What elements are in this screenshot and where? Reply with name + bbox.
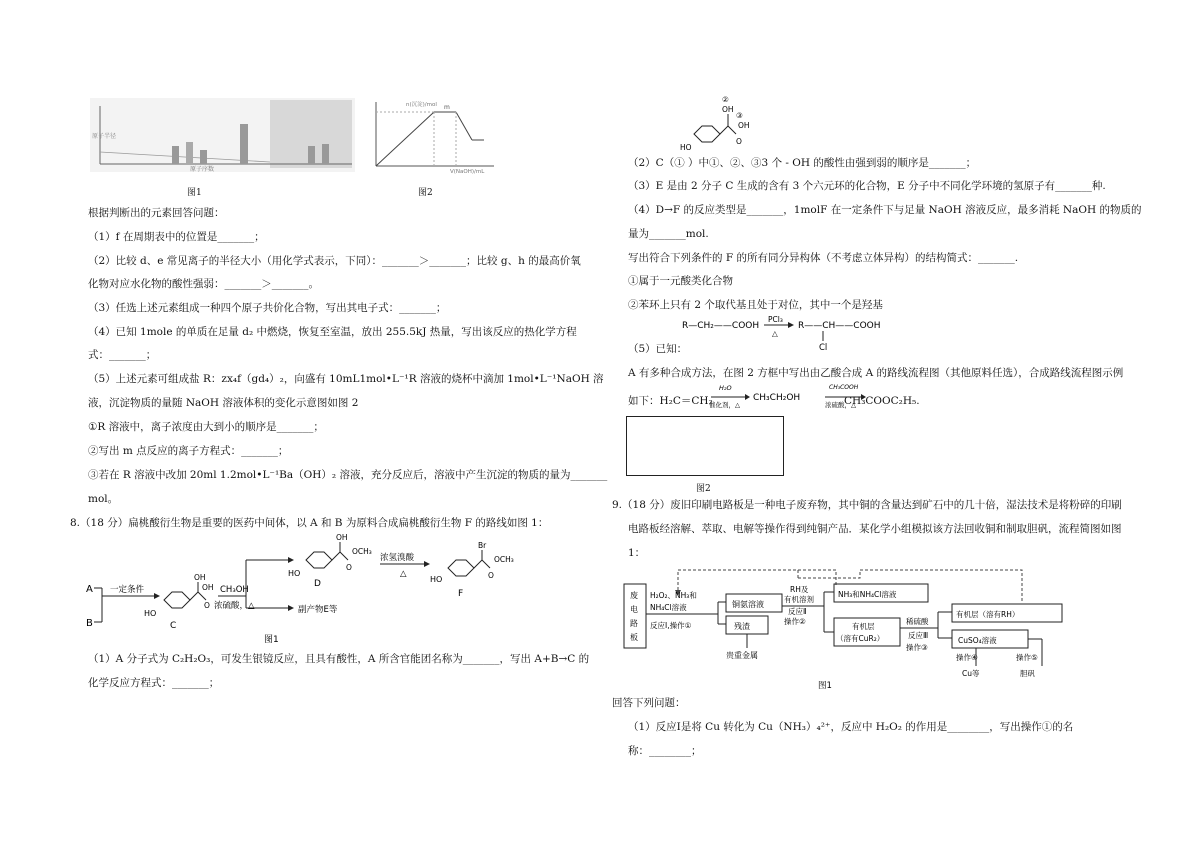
q7-part5b: 液，沉淀物质的量随 NaOH 溶液体积的变化示意图如图 2: [88, 397, 359, 409]
flow-pcb-4: 板: [630, 633, 638, 642]
flow-cuso4: CuSO₄溶液: [958, 636, 997, 645]
route-r2: CH₃COOH: [829, 384, 859, 391]
flow-org1b: （溶有CuR₂）: [836, 634, 885, 643]
q7-part2b: 化物对应水化物的酸性强弱：_______＞_______。: [88, 278, 319, 290]
route-c1: 催化剂，△: [709, 401, 740, 409]
q7-part4a: （4）已知 1mole 的单质在足量 d₂ 中燃烧，恢复至室温，放出 255.5kJ 热量，写出该反应的热化学方程: [88, 326, 577, 338]
scheme-byproduct: 副产物E等: [298, 605, 338, 615]
q9-intro-b: 电路板经溶解、萃取、电解等操作得到纯铜产品．某化学小组模拟该方法回收铜和制取胆矾，流程简图如图: [628, 523, 1122, 535]
route-r1: H₂O: [719, 384, 732, 392]
figure-2-caption: 图2: [418, 188, 433, 198]
flow-op5: 操作⑤: [1016, 653, 1038, 662]
scheme-f-o: O: [488, 571, 494, 580]
scheme-caption: 图1: [264, 635, 279, 645]
struct-o: O: [736, 137, 742, 146]
scheme-D: D: [314, 579, 321, 589]
known-cond: △: [772, 329, 778, 338]
q8-cond2: ②苯环上只有 2 个取代基且处于对位，其中一个是羟基: [628, 299, 883, 311]
answer-box: [626, 416, 784, 476]
known-reaction-graphic: [682, 314, 902, 354]
q8-part5: （5）已知：: [628, 343, 688, 355]
scheme-B: B: [86, 618, 93, 629]
scheme-F: F: [458, 589, 464, 599]
flow-caption: 图1: [818, 681, 832, 691]
q7-part5-3b: mol。: [88, 493, 119, 505]
known-cl: Cl: [819, 343, 828, 353]
q9-intro-c: 1：: [628, 547, 646, 559]
scheme-d-o: O: [346, 563, 352, 572]
figure-1-graphic: [90, 98, 355, 172]
flow-nh3-sol: NH₃和NH₄Cl溶液: [838, 590, 897, 599]
q8-part1b: 化学反应方程式：_______；: [88, 677, 220, 689]
scheme-cond3b: △: [400, 569, 407, 579]
known-reagent: PCl₃: [768, 315, 783, 324]
q7-part4b: 式：_______；: [88, 349, 157, 361]
route-end: CH₃COOC₂H₅.: [844, 395, 920, 407]
scheme-f-och3: OCH₃: [494, 555, 514, 564]
q9-intro-a: 9.（18 分）废旧印刷电路板是一种电子废弃物，其中铜的含量达到矿石中的几十倍，湿法技术是将粉碎的印刷: [612, 499, 1122, 511]
fig2-point-m: m: [444, 104, 450, 111]
q8-route-b: 如下：H₂C＝CH₂: [628, 395, 713, 407]
flow-cu-ammonia: 铜氨溶液: [732, 600, 764, 609]
scheme-d-oh: OH: [336, 533, 348, 542]
scheme-f-ho: HO: [430, 575, 443, 584]
q8-synthesis-scheme: [84, 530, 584, 645]
fig1-xlabel: 原子序数: [190, 166, 215, 172]
answer-box-caption: 图2: [696, 484, 711, 494]
compound-c-graphic: [680, 92, 760, 156]
fig1-ylabel: 原子半径: [92, 133, 117, 140]
flow-pcb-1: 废: [630, 591, 638, 600]
flow-op3: 操作③: [906, 643, 928, 652]
struct-oh3: OH: [738, 121, 750, 130]
scheme-c-oh1: OH: [194, 573, 206, 582]
q9-part1b: 称：________；: [628, 745, 702, 757]
figure-1-caption: 图1: [187, 188, 202, 198]
flow-cu: Cu等: [962, 669, 980, 678]
compound-c-structure: [680, 92, 760, 156]
scheme-C: C: [170, 621, 177, 631]
flow-op4: 操作④: [956, 653, 978, 662]
flow-reagents1b: NH₄Cl溶液: [650, 603, 687, 612]
q8-part3: （3）E 是由 2 分子 C 生成的含有 3 个六元环的化合物，E 分子中不同化学环境的氢原子有_______种.: [628, 180, 1106, 192]
q8-part4b: 量为_______mol.: [628, 228, 709, 240]
flow-precious: 贵重金属: [726, 651, 758, 660]
q8-part4a: （4）D→F 的反应类型是_______，1molF 在一定条件下与足量 NaOH 溶液反应，最多消耗 NaOH 的物质的: [628, 204, 1142, 216]
route-c2: 浓硫酸，△: [825, 401, 856, 409]
scheme-c-o: O: [204, 601, 210, 610]
q7-part5a: （5）上述元素可组成盐 R：zx₄f（gd₄）₂，向盛有 10mL1mol•L⁻¹R 溶液的烧杯中滴加 1mol•L⁻¹NaOH 溶: [88, 373, 604, 385]
flow-rxn1: 反应Ⅰ,操作①: [650, 621, 692, 630]
q8-part1a: （1）A 分子式为 C₂H₂O₃，可发生银镜反应，且具有酸性，A 所含官能团名称为_______，写出 A+B→C 的: [88, 653, 590, 665]
scheme-d-och3: OCH₃: [352, 547, 372, 556]
fig2-xlabel: V(NaOH)/mL: [450, 169, 485, 174]
q8-scheme-graphic: [84, 530, 584, 645]
q9-flowchart-graphic: [622, 562, 1092, 692]
q9-part1a: （1）反应Ⅰ是将 Cu 转化为 Cu（NH₃）₄²⁺，反应中 H₂O₂ 的作用是________，写出操作①的名: [628, 721, 1074, 733]
scheme-A: A: [86, 584, 93, 595]
flow-pcb-3: 路: [630, 619, 638, 628]
struct-label2: ②: [722, 95, 729, 104]
q7-part5-3a: ③若在 R 溶液中改加 20ml 1.2mol•L⁻¹Ba（OH）₂ 溶液，充分反应后，溶液中产生沉淀的物质的量为_______: [88, 469, 608, 481]
figure-2-graphic: [368, 98, 498, 174]
flow-reagents1a: H₂O₂、NH₃和: [650, 591, 697, 600]
flow-rh-b: 有机溶剂: [784, 595, 814, 604]
q8-intro: 8.（18 分）扁桃酸衍生物是重要的医药中间体，以 A 和 B 为原料合成扁桃酸衍生物 F 的路线如图 1：: [70, 517, 549, 529]
struct-oh2: OH: [722, 105, 734, 114]
scheme-cond2a: CH₃OH: [220, 585, 249, 595]
q7-part1: （1）f 在周期表中的位置是_______；: [88, 231, 265, 243]
struct-ho: HO: [680, 143, 692, 152]
flow-rxn2: 反应Ⅱ: [788, 607, 807, 616]
q7-part2a: （2）比较 d、e 常见离子的半径大小（用化学式表示，下同）：_______＞_______；比较 g、h 的最高价氧: [88, 255, 581, 267]
scheme-c-oh2: OH: [202, 583, 214, 592]
scheme-cond3a: 浓氢溴酸: [380, 553, 415, 563]
q8-isomer: 写出符合下列条件的 F 的所有同分异构体（不考虑立体异构）的结构简式：_______.: [628, 252, 1019, 264]
flow-h2so4: 稀硫酸: [906, 617, 929, 626]
flow-rxn3: 反应Ⅲ: [908, 631, 929, 640]
q7-part5-2: ②写出 m 点反应的离子方程式：_______；: [88, 445, 289, 457]
figure-2-precipitate-curve: [368, 98, 498, 174]
route-mid: CH₃CH₂OH: [753, 393, 801, 403]
flow-org2: 有机层（溶有RH）: [956, 610, 1020, 619]
scheme-cond2b: 浓硫酸，△: [214, 601, 255, 611]
flow-rh-a: RH及: [790, 585, 809, 594]
q7-part5-1: ①R 溶液中，离子浓度由大到小的顺序是_______；: [88, 421, 324, 433]
flow-op2: 操作②: [784, 617, 806, 626]
q8-part2: （2）C（① ）中①、②、③3 个 - OH 的酸性由强到弱的顺序是_______；: [628, 157, 977, 169]
scheme-d-ho: HO: [288, 569, 301, 578]
q8-route-a: A 有多种合成方法，在图 2 方框中写出由乙酸合成 A 的路线流程图（其他原料任选），合成路线流程图示例: [628, 367, 1124, 379]
q9-flowchart: [622, 562, 1092, 692]
flow-residue: 残渣: [734, 622, 750, 631]
known-left: R—CH₂——COOH: [682, 321, 760, 331]
struct-label3: ③: [736, 111, 743, 120]
fig2-ylabel: n(沉淀)/mol: [406, 102, 437, 108]
scheme-c-ho: HO: [144, 609, 157, 618]
q8-cond1: ①属于一元酸类化合物: [628, 275, 733, 287]
q9-answer-heading: 回答下列问题：: [612, 697, 686, 709]
q7-part3: （3）任选上述元素组成一种四个原子共价化合物，写出其电子式：_______；: [88, 302, 447, 314]
flow-pcb-2: 电: [630, 605, 638, 614]
scheme-f-br: Br: [478, 541, 487, 550]
known-right: R——CH——COOH: [798, 321, 881, 331]
flow-org1a: 有机层: [852, 622, 875, 631]
q7-intro: 根据判断出的元素回答问题：: [88, 207, 225, 219]
figure-1-atomic-radius: [90, 98, 355, 172]
scheme-cond1: 一定条件: [110, 585, 145, 595]
known-reaction: [682, 314, 902, 354]
flow-danfan: 胆矾: [1020, 669, 1035, 678]
